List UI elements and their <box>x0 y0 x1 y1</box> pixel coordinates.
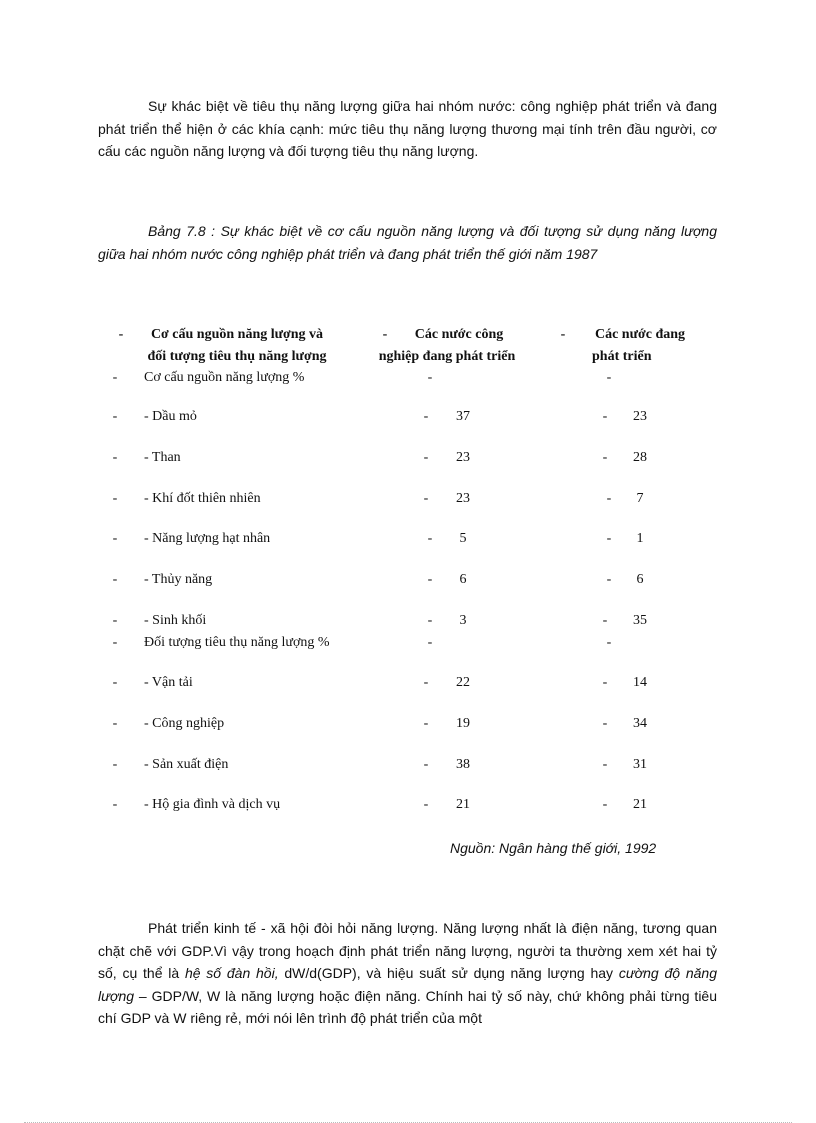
table-row <box>0 489 816 509</box>
table-row <box>0 755 816 775</box>
row-dash: - <box>606 370 612 385</box>
header-col-3-line1: Các nước đang <box>594 327 686 342</box>
value-developing: 21 <box>633 797 647 812</box>
header-col-1 <box>126 324 348 368</box>
table-row <box>0 633 816 653</box>
value-developed: 6 <box>459 572 467 587</box>
row-dash: - <box>112 675 118 690</box>
closing-text-1: Phát triển kinh tế - xã hội đòi hỏi năng lượng. Năng lượng nhất là điện năng, tương quan chặt chẽ với GDP.Vì vậy trong hoạch định phát triển năng lượng, người ta thường xem xét hai tỷ số, cụ thể là <box>98 920 717 981</box>
row-label: - Thủy năng <box>144 572 213 587</box>
closing-paragraph <box>98 917 717 1030</box>
row-dash: - <box>112 450 118 465</box>
header-col-3-line2: phát triển <box>592 349 652 364</box>
table-row <box>0 448 816 468</box>
energy-intensity-term: cường độ năng lượng <box>98 965 717 1004</box>
row-label: - Dầu mỏ <box>144 409 197 424</box>
row-dash: - <box>606 635 612 650</box>
row-label: - Vận tải <box>144 675 193 690</box>
row-label: - Than <box>144 450 181 465</box>
table-row <box>0 714 816 734</box>
row-dash: - <box>112 370 118 385</box>
elasticity-term: hệ số đàn hồi, <box>184 965 279 981</box>
closing-text-2: dW/d(GDP), và hiệu suất sử dụng năng lượng hay <box>278 965 619 981</box>
value-developing: 7 <box>636 491 644 506</box>
header-col-1-line2: đối tượng tiêu thụ năng lượng <box>147 349 327 364</box>
row-dash: - <box>427 370 433 385</box>
row-dash: - <box>427 635 433 650</box>
row-dash: - <box>602 797 608 812</box>
row-label: Đối tượng tiêu thụ năng lượng % <box>144 635 330 650</box>
value-developing: 6 <box>636 572 644 587</box>
row-dash: - <box>602 409 608 424</box>
row-dash: - <box>423 797 429 812</box>
row-dash: - <box>606 572 612 587</box>
row-label: - Năng lượng hạt nhân <box>144 531 271 546</box>
row-label: - Sản xuất điện <box>144 757 229 772</box>
row-dash: - <box>606 491 612 506</box>
row-dash: - <box>112 491 118 506</box>
row-dash: - <box>423 491 429 506</box>
table-row <box>0 611 816 631</box>
row-dash: - <box>423 409 429 424</box>
value-developed: 3 <box>459 613 467 628</box>
value-developed: 23 <box>456 491 470 506</box>
row-dash: - <box>112 572 118 587</box>
value-developed: 38 <box>456 757 470 772</box>
value-developing: 14 <box>633 675 647 690</box>
value-developed: 19 <box>456 716 470 731</box>
row-dash: - <box>112 635 118 650</box>
table-row <box>0 570 816 590</box>
row-dash: - <box>427 572 433 587</box>
header-dash: - <box>382 327 388 342</box>
row-dash: - <box>427 531 433 546</box>
row-dash: - <box>112 613 118 628</box>
header-dash: - <box>560 327 566 342</box>
row-label: - Sinh khối <box>144 613 207 628</box>
row-label: Cơ cấu nguồn năng lượng % <box>144 370 305 385</box>
value-developing: 31 <box>633 757 647 772</box>
value-developing: 35 <box>633 613 647 628</box>
header-col-1-line1: Cơ cấu nguồn năng lượng và <box>150 327 324 342</box>
intro-paragraph: Sự khác biệt về tiêu thụ năng lượng giữa hai nhóm nước: công nghiệp phát triển và đang phát triển thể hiện ở các khía cạnh: mức tiêu thụ năng lượng thương mại tính trên đầu người, cơ cấu các nguồn năng lượng và đối tượng tiêu thụ năng lượng. <box>98 98 717 159</box>
table-row <box>0 673 816 693</box>
closing-text-3: – GDP/W, W là năng lượng hoặc điện năng. Chính hai tỷ số này, chứ không phải từng tiêu chí GDP và W riêng rẻ, mới nói lên trình độ phát triển của một <box>98 987 717 1026</box>
header-col-2-line1: Các nước công <box>414 327 504 342</box>
table-row <box>0 529 816 549</box>
table-row <box>0 407 816 427</box>
value-developed: 37 <box>456 409 470 424</box>
value-developed: 5 <box>459 531 467 546</box>
row-dash: - <box>602 450 608 465</box>
row-label: - Hộ gia đình và dịch vụ <box>144 797 281 812</box>
value-developed: 21 <box>456 797 470 812</box>
table-row <box>0 795 816 815</box>
header-col-2 <box>364 324 530 368</box>
row-dash: - <box>602 675 608 690</box>
source-note: Nguồn: Ngân hàng thế giới, 1992 <box>450 840 657 856</box>
value-developing: 1 <box>636 531 644 546</box>
row-dash: - <box>606 531 612 546</box>
value-developed: 23 <box>456 450 470 465</box>
row-dash: - <box>423 450 429 465</box>
value-developing: 23 <box>633 409 647 424</box>
row-dash: - <box>112 409 118 424</box>
row-dash: - <box>112 797 118 812</box>
row-dash: - <box>423 675 429 690</box>
row-dash: - <box>112 716 118 731</box>
row-dash: - <box>112 531 118 546</box>
row-dash: - <box>602 757 608 772</box>
row-dash: - <box>602 716 608 731</box>
row-dash: - <box>427 613 433 628</box>
row-dash: - <box>423 716 429 731</box>
header-col-2-line2: nghiệp đang phát triển <box>378 349 516 364</box>
value-developing: 28 <box>633 450 647 465</box>
row-dash: - <box>602 613 608 628</box>
value-developing: 34 <box>633 716 647 731</box>
row-dash: - <box>423 757 429 772</box>
row-dash: - <box>112 757 118 772</box>
header-col-3 <box>580 324 700 368</box>
row-label: - Công nghiệp <box>144 716 225 731</box>
table-row <box>0 368 816 388</box>
table-caption: Bảng 7.8 : Sự khác biệt về cơ cấu nguồn năng lượng và đối tượng sử dụng năng lượng giữa hai nhóm nước công nghiệp phát triển và đang phát triển thế giới năm 1987 <box>98 223 717 262</box>
header-dash: - <box>118 327 124 342</box>
value-developed: 22 <box>456 675 470 690</box>
row-label: - Khí đốt thiên nhiên <box>144 491 261 506</box>
